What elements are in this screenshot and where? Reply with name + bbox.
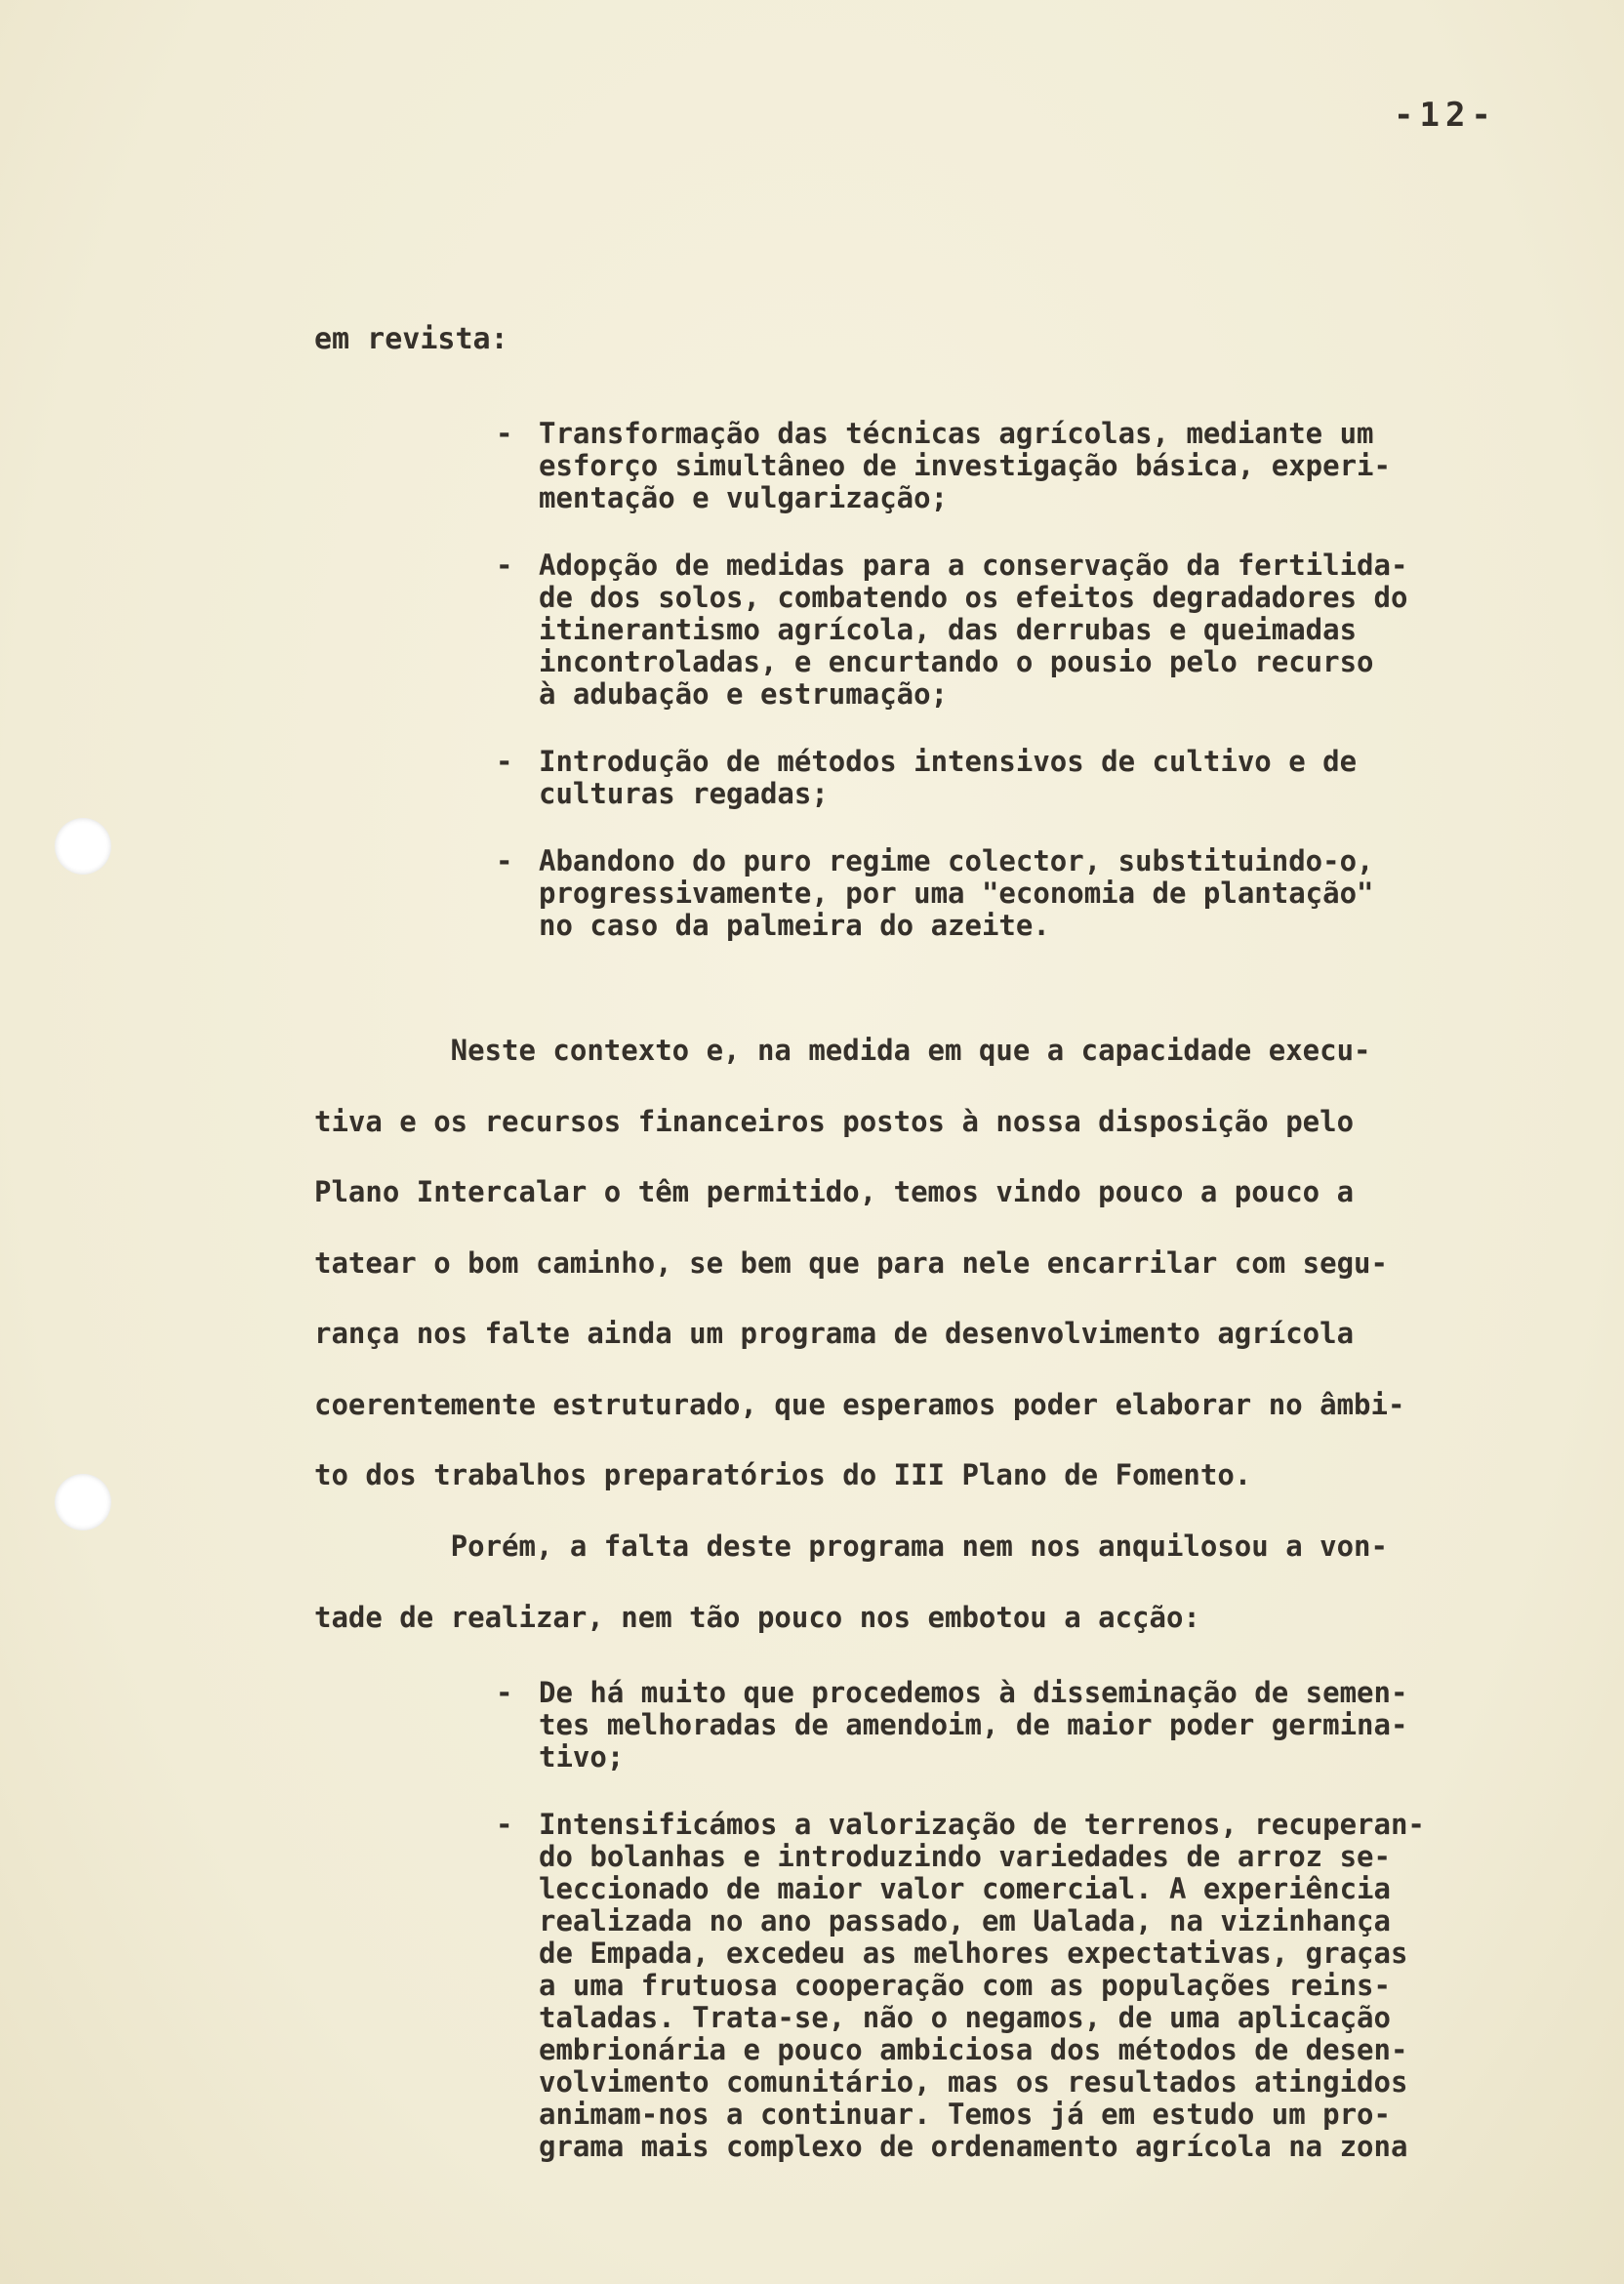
bullet-line: esforço simultâneo de investigação básica, experi- [539, 449, 1391, 482]
paragraph-line: tiva e os recursos financeiros postos à nossa disposição pelo [314, 1104, 1355, 1138]
bullet-line: Abandono do puro regime colector, substituindo-o, [539, 844, 1374, 877]
paragraph-line: tatear o bom caminho, se bem que para nele encarrilar com segu- [314, 1245, 1388, 1280]
bullet-line: animam-nos a continuar. Temos já em estudo um pro- [539, 2098, 1391, 2131]
bullet-dash: - [496, 549, 513, 582]
bullet-line: embrionária e pouco ambiciosa dos métodos de desen- [539, 2033, 1408, 2066]
bullet-line: Adopção de medidas para a conservação da fertilida- [539, 549, 1408, 582]
list-item [496, 1809, 1540, 2163]
bullet-line: mentação e vulgarização; [539, 481, 949, 514]
bullet-line: volvimento comunitário, mas os resultados atingidos [539, 2065, 1408, 2099]
list-item [496, 418, 1540, 514]
list-item [496, 845, 1540, 942]
bullet-line: itinerantismo agrícola, das derrubas e queimadas [539, 613, 1358, 646]
bullet-line: à adubação e estrumação; [539, 677, 949, 711]
bullet-line: Transformação das técnicas agrícolas, mediante um [539, 417, 1374, 450]
paragraph-line: Porém, a falta deste programa nem nos anquilosou a von- [314, 1529, 1388, 1563]
list-item [496, 1677, 1540, 1774]
bullet-line: taladas. Trata-se, não o negamos, de uma aplicação [539, 2001, 1391, 2034]
bullet-line: tivo; [539, 1740, 625, 1774]
paragraph-line: Neste contexto e, na medida em que a capacidade execu- [314, 1034, 1371, 1067]
bullet-dash: - [496, 844, 513, 877]
bullet-line: no caso da palmeira do azeite. [539, 909, 1050, 942]
bullet-list-goals [496, 418, 1540, 977]
bullet-line: grama mais complexo de ordenamento agrícola na zona [539, 2130, 1408, 2163]
bullet-line: Intensificámos a valorização de terrenos, recuperan- [539, 1808, 1425, 1841]
paragraph-line: Plano Intercalar o têm permitido, temos vindo pouco a pouco a [314, 1175, 1355, 1208]
bullet-line: leccionado de maior valor comercial. A experiência [539, 1872, 1391, 1905]
bullet-line: progressivamente, por uma "economia de plantação" [539, 877, 1374, 910]
bullet-line: Introdução de métodos intensivos de cultivo e de [539, 745, 1358, 778]
paragraph-however [314, 1511, 1554, 1652]
list-item [496, 550, 1540, 711]
bullet-list-actions [496, 1677, 1540, 2198]
punch-hole [55, 1474, 111, 1530]
paragraph-context [314, 1015, 1554, 1511]
bullet-line: realizada no ano passado, em Ualada, na vizinhança [539, 1904, 1391, 1937]
punch-hole [55, 818, 111, 875]
intro-line: em revista: [314, 322, 508, 356]
bullet-dash: - [496, 745, 513, 778]
paragraph-line: tade de realizar, nem tão pouco nos embotou a acção: [314, 1600, 1200, 1634]
bullet-line: de dos solos, combatendo os efeitos degradadores do [539, 581, 1408, 614]
page-number: -12- [1394, 96, 1497, 135]
bullet-line: do bolanhas e introduzindo variedades de arroz se- [539, 1840, 1391, 1873]
bullet-dash: - [496, 1808, 513, 1841]
bullet-line: De há muito que procedemos à disseminação de semen- [539, 1676, 1408, 1709]
bullet-dash: - [496, 1676, 513, 1709]
list-item [496, 746, 1540, 810]
paragraph-line: to dos trabalhos preparatórios do III Plano de Fomento. [314, 1458, 1252, 1491]
bullet-dash: - [496, 417, 513, 450]
bullet-line: tes melhoradas de amendoim, de maior poder germina- [539, 1708, 1408, 1741]
paragraph-line: coerentemente estruturado, que esperamos poder elaborar no âmbi- [314, 1387, 1405, 1421]
bullet-line: a uma frutuosa cooperação com as populações reins- [539, 1969, 1391, 2002]
bullet-line: de Empada, excedeu as melhores expectativas, graças [539, 1937, 1408, 1970]
paragraph-line: rança nos falte ainda um programa de desenvolvimento agrícola [314, 1317, 1355, 1350]
bullet-line: culturas regadas; [539, 777, 829, 810]
bullet-line: incontroladas, e encurtando o pousio pelo recurso [539, 645, 1374, 678]
